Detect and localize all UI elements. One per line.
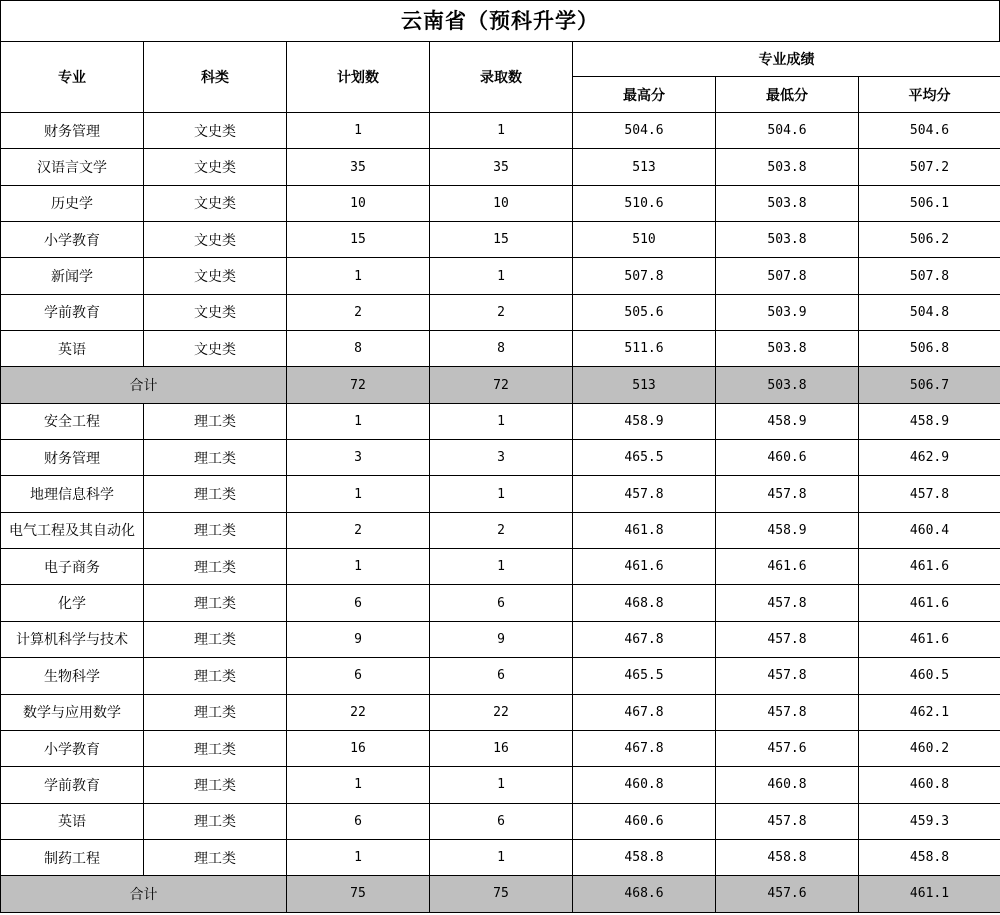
- cell-plan: 3: [287, 440, 430, 476]
- cell-admitted: 8: [430, 331, 573, 367]
- cell-major: 小学教育: [1, 730, 144, 766]
- cell-plan: 2: [287, 512, 430, 548]
- cell-plan: 75: [287, 876, 430, 912]
- table-row: [1, 767, 1000, 803]
- cell-major: 历史学: [1, 185, 144, 221]
- cell-category: 理工类: [144, 694, 287, 730]
- table-row: [1, 658, 1000, 694]
- cell-plan: 1: [287, 113, 430, 149]
- cell-category: 理工类: [144, 549, 287, 585]
- cell-plan: 2: [287, 294, 430, 330]
- cell-min: 507.8: [716, 258, 859, 294]
- cell-avg: 457.8: [859, 476, 1000, 512]
- cell-min: 503.8: [716, 367, 859, 403]
- cell-major: 化学: [1, 585, 144, 621]
- cell-plan: 35: [287, 149, 430, 185]
- cell-min: 457.8: [716, 803, 859, 839]
- cell-category: 理工类: [144, 658, 287, 694]
- cell-plan: 1: [287, 258, 430, 294]
- total-label: 合计: [1, 876, 287, 912]
- cell-major: 汉语言文学: [1, 149, 144, 185]
- cell-max: 465.5: [573, 658, 716, 694]
- header-max: 最高分: [573, 77, 716, 113]
- header-avg: 平均分: [859, 77, 1000, 113]
- table-title: 云南省（预科升学）: [0, 0, 1000, 41]
- table-row: [1, 440, 1000, 476]
- cell-max: 461.6: [573, 549, 716, 585]
- cell-min: 457.8: [716, 585, 859, 621]
- cell-admitted: 1: [430, 549, 573, 585]
- cell-min: 503.8: [716, 222, 859, 258]
- cell-max: 461.8: [573, 512, 716, 548]
- cell-avg: 458.8: [859, 839, 1000, 875]
- cell-max: 460.6: [573, 803, 716, 839]
- table-row: [1, 549, 1000, 585]
- table-row: [1, 149, 1000, 185]
- cell-min: 457.6: [716, 876, 859, 912]
- cell-category: 理工类: [144, 585, 287, 621]
- cell-category: 理工类: [144, 767, 287, 803]
- total-label: 合计: [1, 367, 287, 403]
- cell-min: 457.8: [716, 658, 859, 694]
- cell-min: 458.9: [716, 403, 859, 439]
- table-row: [1, 512, 1000, 548]
- cell-min: 503.8: [716, 185, 859, 221]
- cell-plan: 6: [287, 585, 430, 621]
- cell-major: 地理信息科学: [1, 476, 144, 512]
- cell-max: 467.8: [573, 730, 716, 766]
- cell-avg: 506.2: [859, 222, 1000, 258]
- cell-admitted: 6: [430, 658, 573, 694]
- cell-major: 财务管理: [1, 440, 144, 476]
- cell-min: 457.6: [716, 730, 859, 766]
- cell-category: 理工类: [144, 440, 287, 476]
- cell-category: 文史类: [144, 331, 287, 367]
- cell-admitted: 16: [430, 730, 573, 766]
- table-row: [1, 585, 1000, 621]
- cell-max: 465.5: [573, 440, 716, 476]
- cell-max: 460.8: [573, 767, 716, 803]
- cell-plan: 8: [287, 331, 430, 367]
- table-row: [1, 403, 1000, 439]
- cell-admitted: 1: [430, 113, 573, 149]
- cell-plan: 1: [287, 839, 430, 875]
- cell-avg: 461.6: [859, 549, 1000, 585]
- cell-avg: 462.1: [859, 694, 1000, 730]
- cell-major: 新闻学: [1, 258, 144, 294]
- cell-category: 文史类: [144, 113, 287, 149]
- cell-category: 理工类: [144, 476, 287, 512]
- cell-avg: 461.6: [859, 621, 1000, 657]
- cell-category: 文史类: [144, 185, 287, 221]
- header-plan: 计划数: [287, 42, 430, 113]
- cell-avg: 460.5: [859, 658, 1000, 694]
- cell-category: 理工类: [144, 403, 287, 439]
- cell-plan: 15: [287, 222, 430, 258]
- cell-max: 458.8: [573, 839, 716, 875]
- cell-admitted: 6: [430, 803, 573, 839]
- cell-major: 计算机科学与技术: [1, 621, 144, 657]
- cell-max: 467.8: [573, 694, 716, 730]
- cell-plan: 1: [287, 476, 430, 512]
- header-admitted: 录取数: [430, 42, 573, 113]
- cell-plan: 10: [287, 185, 430, 221]
- cell-avg: 461.6: [859, 585, 1000, 621]
- cell-avg: 461.1: [859, 876, 1000, 912]
- cell-min: 460.6: [716, 440, 859, 476]
- cell-min: 504.6: [716, 113, 859, 149]
- cell-plan: 1: [287, 403, 430, 439]
- total-row: [1, 367, 1000, 403]
- cell-plan: 6: [287, 658, 430, 694]
- header-major: 专业: [1, 42, 144, 113]
- cell-avg: 504.6: [859, 113, 1000, 149]
- cell-avg: 458.9: [859, 403, 1000, 439]
- cell-admitted: 75: [430, 876, 573, 912]
- cell-admitted: 3: [430, 440, 573, 476]
- table-row: [1, 294, 1000, 330]
- cell-major: 学前教育: [1, 294, 144, 330]
- table-row: [1, 222, 1000, 258]
- cell-category: 理工类: [144, 730, 287, 766]
- cell-major: 生物科学: [1, 658, 144, 694]
- cell-admitted: 6: [430, 585, 573, 621]
- cell-min: 503.8: [716, 331, 859, 367]
- cell-max: 457.8: [573, 476, 716, 512]
- cell-plan: 16: [287, 730, 430, 766]
- cell-max: 511.6: [573, 331, 716, 367]
- cell-avg: 460.8: [859, 767, 1000, 803]
- cell-min: 503.9: [716, 294, 859, 330]
- cell-max: 467.8: [573, 621, 716, 657]
- table-row: [1, 803, 1000, 839]
- cell-major: 学前教育: [1, 767, 144, 803]
- cell-max: 458.9: [573, 403, 716, 439]
- cell-admitted: 15: [430, 222, 573, 258]
- total-row: [1, 876, 1000, 912]
- admission-table: [0, 41, 1000, 913]
- cell-category: 文史类: [144, 258, 287, 294]
- cell-avg: 507.2: [859, 149, 1000, 185]
- table-row: [1, 730, 1000, 766]
- cell-admitted: 1: [430, 839, 573, 875]
- cell-admitted: 10: [430, 185, 573, 221]
- table-row: [1, 258, 1000, 294]
- table-body: [1, 113, 1000, 913]
- cell-plan: 1: [287, 767, 430, 803]
- cell-max: 510: [573, 222, 716, 258]
- cell-max: 507.8: [573, 258, 716, 294]
- header-min: 最低分: [716, 77, 859, 113]
- cell-max: 504.6: [573, 113, 716, 149]
- cell-admitted: 9: [430, 621, 573, 657]
- cell-max: 505.6: [573, 294, 716, 330]
- cell-min: 458.8: [716, 839, 859, 875]
- cell-major: 财务管理: [1, 113, 144, 149]
- cell-min: 461.6: [716, 549, 859, 585]
- header-category: 科类: [144, 42, 287, 113]
- cell-max: 510.6: [573, 185, 716, 221]
- cell-major: 安全工程: [1, 403, 144, 439]
- cell-admitted: 1: [430, 767, 573, 803]
- cell-major: 制药工程: [1, 839, 144, 875]
- cell-min: 458.9: [716, 512, 859, 548]
- cell-avg: 506.7: [859, 367, 1000, 403]
- cell-plan: 1: [287, 549, 430, 585]
- cell-major: 英语: [1, 331, 144, 367]
- cell-avg: 507.8: [859, 258, 1000, 294]
- cell-category: 文史类: [144, 149, 287, 185]
- cell-category: 理工类: [144, 621, 287, 657]
- cell-major: 数学与应用数学: [1, 694, 144, 730]
- cell-admitted: 1: [430, 258, 573, 294]
- table-row: [1, 839, 1000, 875]
- cell-min: 460.8: [716, 767, 859, 803]
- cell-category: 理工类: [144, 512, 287, 548]
- cell-category: 理工类: [144, 839, 287, 875]
- table-row: [1, 185, 1000, 221]
- cell-avg: 506.1: [859, 185, 1000, 221]
- cell-major: 英语: [1, 803, 144, 839]
- cell-major: 小学教育: [1, 222, 144, 258]
- cell-min: 457.8: [716, 694, 859, 730]
- cell-avg: 462.9: [859, 440, 1000, 476]
- table-row: [1, 476, 1000, 512]
- cell-admitted: 2: [430, 512, 573, 548]
- cell-admitted: 1: [430, 476, 573, 512]
- cell-admitted: 35: [430, 149, 573, 185]
- cell-max: 513: [573, 149, 716, 185]
- cell-plan: 9: [287, 621, 430, 657]
- cell-plan: 6: [287, 803, 430, 839]
- cell-plan: 22: [287, 694, 430, 730]
- cell-min: 503.8: [716, 149, 859, 185]
- cell-max: 468.6: [573, 876, 716, 912]
- cell-admitted: 22: [430, 694, 573, 730]
- cell-category: 理工类: [144, 803, 287, 839]
- cell-avg: 506.8: [859, 331, 1000, 367]
- table-row: [1, 331, 1000, 367]
- table-row: [1, 694, 1000, 730]
- cell-major: 电气工程及其自动化: [1, 512, 144, 548]
- cell-min: 457.8: [716, 621, 859, 657]
- table-row: [1, 113, 1000, 149]
- cell-admitted: 2: [430, 294, 573, 330]
- cell-admitted: 72: [430, 367, 573, 403]
- cell-avg: 460.4: [859, 512, 1000, 548]
- cell-avg: 459.3: [859, 803, 1000, 839]
- cell-min: 457.8: [716, 476, 859, 512]
- cell-max: 468.8: [573, 585, 716, 621]
- cell-category: 文史类: [144, 222, 287, 258]
- cell-avg: 504.8: [859, 294, 1000, 330]
- cell-plan: 72: [287, 367, 430, 403]
- cell-category: 文史类: [144, 294, 287, 330]
- cell-max: 513: [573, 367, 716, 403]
- cell-major: 电子商务: [1, 549, 144, 585]
- table-row: [1, 621, 1000, 657]
- cell-avg: 460.2: [859, 730, 1000, 766]
- cell-admitted: 1: [430, 403, 573, 439]
- header-scores: 专业成绩: [573, 42, 1000, 77]
